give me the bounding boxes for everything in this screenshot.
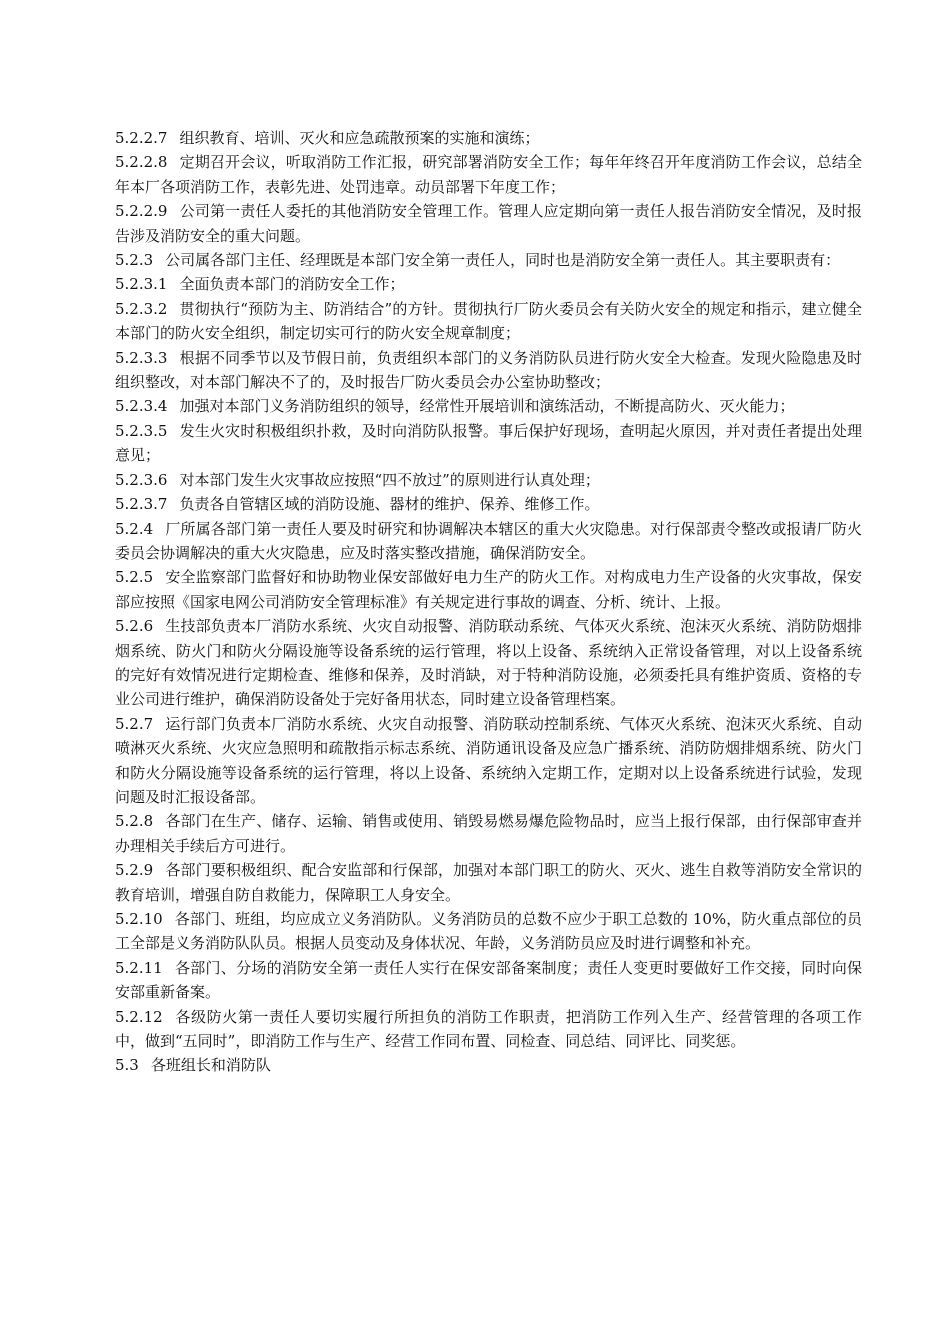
document-body (115, 126, 862, 1078)
clause-text: 公司属各部门主任、经理既是本部门安全第一责任人，同时也是消防安全第一责任人。其主要职责有： (165, 251, 841, 270)
clause-text: 贯彻执行“预防为主、防消结合”的方针。贯彻执行厂防火委员会有关防火安全的规定和指示，建立健全本部门的防火安全组织，制定切实可行的防火安全规章制度； (115, 299, 862, 343)
paragraph (115, 956, 862, 1005)
paragraph (115, 492, 862, 516)
clause-text: 全面负责本部门的消防安全工作； (179, 275, 405, 294)
clause-text: 安全监察部门监督好和协助物业保安部做好电力生产的防火工作。对构成电力生产设备的火灾事故，保安部应按照《国家电网公司消防安全管理标准》有关规定进行事故的调查、分析、统计、上报。 (115, 568, 862, 611)
clause-text: 对本部门发生火灾事故应按照“四不放过”的原则进行认真处理； (179, 470, 600, 489)
clause-text: 负责各自管辖区域的消防设施、器材的维护、保养、维修工作。 (179, 495, 600, 514)
clause-number: 5.2.2.8 (115, 153, 168, 172)
clause-text: 各部门、班组，均应成立义务消防队。义务消防员的总数不应少于职工总数的 10%，防火重点部位的员工全部是义务消防队队员。根据人员变动及身体状况、年龄，义务消防员应及时进行调整和补充。 (115, 910, 862, 953)
clause-number: 5.2.3.4 (115, 397, 168, 416)
paragraph (115, 565, 862, 614)
paragraph (115, 858, 862, 907)
clause-text: 定期召开会议，听取消防工作汇报，研究部署消防安全工作；每年年终召开年度消防工作会议，总结全年本厂各项消防工作，表彰先进、处罚违章。动员部署下年度工作； (115, 153, 862, 196)
clause-number: 5.2.6 (115, 617, 154, 636)
clause-number: 5.2.7 (115, 714, 154, 733)
paragraph (115, 907, 862, 956)
clause-number: 5.2.2.7 (115, 129, 168, 147)
clause-text: 各班组长和消防队 (150, 1056, 271, 1075)
clause-number: 5.2.9 (115, 861, 154, 880)
paragraph (115, 126, 862, 150)
paragraph (115, 419, 862, 468)
clause-number: 5.2.5 (115, 568, 154, 587)
clause-number: 5.2.2.9 (115, 202, 168, 221)
clause-number: 5.2.10 (115, 910, 163, 928)
clause-number: 5.2.3.2 (115, 299, 168, 318)
clause-number: 5.2.3.5 (115, 421, 168, 440)
clause-number: 5.2.3.1 (115, 275, 168, 294)
paragraph (115, 712, 862, 810)
paragraph (115, 394, 862, 418)
clause-text: 加强对本部门义务消防组织的领导，经常性开展培训和演练活动，不断提高防火、灭火能力； (179, 397, 795, 416)
paragraph (115, 150, 862, 199)
clause-text: 组织教育、培训、灭火和应急疏散预案的实施和演练； (179, 129, 540, 147)
clause-number: 5.2.3.7 (115, 495, 168, 514)
paragraph (115, 517, 862, 566)
paragraph (115, 614, 862, 712)
paragraph (115, 468, 862, 492)
clause-text: 根据不同季节以及节假日前，负责组织本部门的义务消防队员进行防火安全大检查。发现火险隐患及时组织整改，对本部门解决不了的，及时报告厂防火委员会办公室协助整改； (115, 348, 862, 392)
clause-text: 各级防火第一责任人要切实履行所担负的消防工作职责，把消防工作列入生产、经营管理的各项工作中，做到“五同时”，即消防工作与生产、经营工作同布置、同检查、同总结、同评比、同奖惩。 (115, 1007, 862, 1051)
clause-text: 公司第一责任人委托的其他消防安全管理工作。管理人应定期向第一责任人报告消防安全情况，及时报告涉及消防安全的重大问题。 (115, 202, 862, 245)
paragraph (115, 297, 862, 346)
paragraph (115, 1005, 862, 1054)
clause-number: 5.2.4 (115, 519, 154, 538)
clause-text: 发生火灾时积极组织扑救，及时向消防队报警。事后保护好现场，查明起火原因，并对责任者提出处理意见； (115, 421, 862, 465)
clause-number: 5.3 (115, 1056, 139, 1075)
clause-text: 运行部门负责本厂消防水系统、火灾自动报警、消防联动控制系统、气体灭火系统、泡沫灭火系统、自动喷淋灭火系统、火灾应急照明和疏散指示标志系统、消防通讯设备及应急广播系统、消防防烟排烟系统、防火门和防火分隔设施等设备系统的运行管理，将以上设备、系统纳入定期工作，定期对以上设备系统进行试验，发现问题及时汇报设备部。 (115, 714, 862, 806)
clause-text: 各部门在生产、储存、运输、销售或使用、销毁易燃易爆危险物品时，应当上报行保部，由行保部审查并办理相关手续后方可进行。 (115, 812, 862, 855)
clause-text: 各部门要积极组织、配合安监部和行保部，加强对本部门职工的防火、灭火、逃生自救等消防安全常识的教育培训，增强自防自救能力，保障职工人身安全。 (115, 861, 862, 904)
clause-text: 厂所属各部门第一责任人要及时研究和协调解决本辖区的重大火灾隐患。对行保部责令整改或报请厂防火委员会协调解决的重大火灾隐患，应及时落实整改措施，确保消防安全。 (115, 519, 862, 562)
paragraph (115, 346, 862, 395)
clause-number: 5.2.3.6 (115, 470, 168, 489)
clause-number: 5.2.11 (115, 958, 163, 977)
clause-number: 5.2.8 (115, 812, 154, 831)
clause-text: 生技部负责本厂消防水系统、火灾自动报警、消防联动系统、气体灭火系统、泡沫灭火系统、消防防烟排烟系统、防火门和防火分隔设施等设备系统的运行管理，将以上设备、系统纳入正常设备管理，对以上设备系统的完好有效情况进行定期检查、维修和保养，及时消缺，对于特种消防设施，必须委托具有维护资质、资格的专业公司进行维护，确保消防设备处于完好备用状态，同时建立设备管理档案。 (115, 617, 862, 709)
clause-number: 5.2.12 (115, 1007, 163, 1026)
paragraph (115, 248, 862, 272)
section-heading (115, 1053, 862, 1077)
paragraph (115, 272, 862, 296)
paragraph (115, 809, 862, 858)
paragraph (115, 199, 862, 248)
clause-text: 各部门、分场的消防安全第一责任人实行在保安部备案制度；责任人变更时要做好工作交接，同时向保安部重新备案。 (115, 958, 862, 1002)
clause-number: 5.2.3 (115, 251, 154, 270)
clause-number: 5.2.3.3 (115, 348, 168, 367)
